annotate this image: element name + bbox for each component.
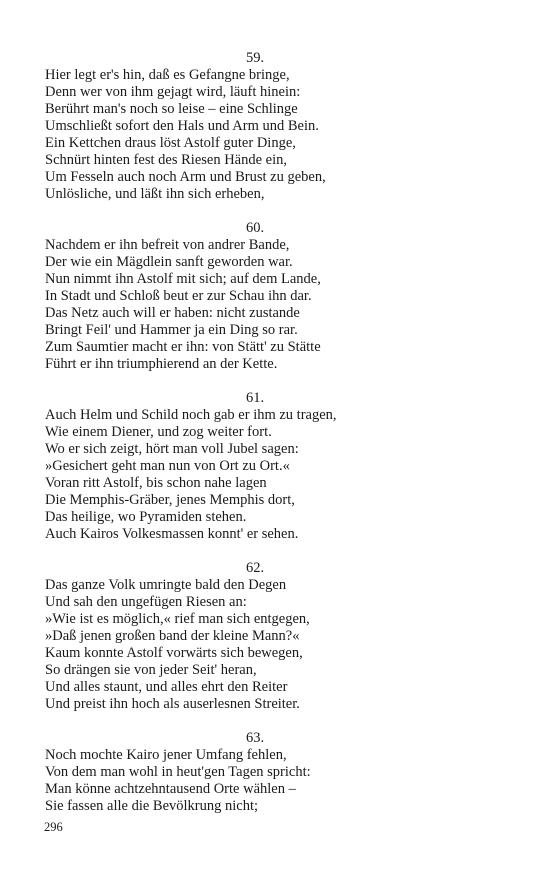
verse-line: »Daß jenen großen band der kleine Mann?«	[45, 628, 300, 644]
verse-line: Von dem man wohl in heut'gen Tagen spricht:	[45, 764, 311, 780]
stanza-number: 63.	[245, 730, 265, 746]
page-number: 296	[44, 820, 63, 834]
verse-line: Denn wer von ihm gejagt wird, läuft hinein:	[45, 84, 301, 100]
verse-line: Kaum konnte Astolf vorwärts sich bewegen,	[45, 645, 303, 661]
stanza-number: 61.	[245, 390, 265, 406]
verse-line: Wo er sich zeigt, hört man voll Jubel sagen:	[45, 441, 299, 457]
verse-line: Das ganze Volk umringte bald den Degen	[45, 577, 287, 593]
verse-line: Bringt Feil' und Hammer ja ein Ding so rar.	[45, 322, 298, 338]
stanza-number: 59.	[245, 50, 265, 66]
verse-line: Die Memphis-Gräber, jenes Memphis dort,	[45, 492, 295, 508]
stanza-59	[45, 50, 465, 203]
verse-line: Unlösliche, und läßt ihn sich erheben,	[45, 186, 265, 202]
verse-line: In Stadt und Schloß beut er zur Schau ihn dar.	[45, 288, 312, 304]
verse-line: Und sah den ungefügen Riesen an:	[45, 594, 247, 610]
verse-line: Um Fesseln auch noch Arm und Brust zu geben,	[45, 169, 326, 185]
verse-line: Noch mochte Kairo jener Umfang fehlen,	[45, 747, 287, 763]
verse-line: Man könne achtzehntausend Orte wählen –	[45, 781, 296, 797]
poem-page	[45, 50, 465, 832]
stanza-number: 62.	[245, 560, 265, 576]
verse-line: »Gesichert geht man nun von Ort zu Ort.«	[45, 458, 290, 474]
verse-line: Hier legt er's hin, daß es Gefangne bringe,	[45, 67, 290, 83]
verse-line: Führt er ihn triumphierend an der Kette.	[45, 356, 278, 372]
verse-line: Ein Kettchen draus löst Astolf guter Dinge,	[45, 135, 296, 151]
verse-line: Schnürt hinten fest des Riesen Hände ein,	[45, 152, 288, 168]
stanza-63	[45, 730, 465, 815]
verse-line: »Wie ist es möglich,« rief man sich entgegen,	[45, 611, 310, 627]
verse-line: Auch Kairos Volkesmassen konnt' er sehen.	[45, 526, 299, 542]
verse-line: Auch Helm und Schild noch gab er ihm zu tragen,	[45, 407, 337, 423]
stanza-62	[45, 560, 465, 713]
stanza-number: 60.	[245, 220, 265, 236]
verse-line: Und preist ihn hoch als auserlesnen Streiter.	[45, 696, 300, 712]
verse-line: Der wie ein Mägdlein sanft geworden war.	[45, 254, 293, 270]
verse-line: Und alles staunt, und alles ehrt den Reiter	[45, 679, 288, 695]
verse-line: Zum Saumtier macht er ihn: von Stätt' zu Stätte	[45, 339, 321, 355]
verse-line: Das heilige, wo Pyramiden stehen.	[45, 509, 247, 525]
verse-line: Voran ritt Astolf, bis schon nahe lagen	[45, 475, 267, 491]
verse-line: Umschließt sofort den Hals und Arm und Bein.	[45, 118, 319, 134]
verse-line: Nun nimmt ihn Astolf mit sich; auf dem Lande,	[45, 271, 321, 287]
verse-line: Wie einem Diener, und zog weiter fort.	[45, 424, 272, 440]
verse-line: Nachdem er ihn befreit von andrer Bande,	[45, 237, 290, 253]
verse-line: Sie fassen alle die Bevölkrung nicht;	[45, 798, 259, 814]
stanza-61	[45, 390, 465, 543]
verse-line: Das Netz auch will er haben: nicht zustande	[45, 305, 300, 321]
verse-line: Berührt man's noch so leise – eine Schlinge	[45, 101, 298, 117]
stanza-60	[45, 220, 465, 373]
verse-line: So drängen sie von jeder Seit' heran,	[45, 662, 257, 678]
